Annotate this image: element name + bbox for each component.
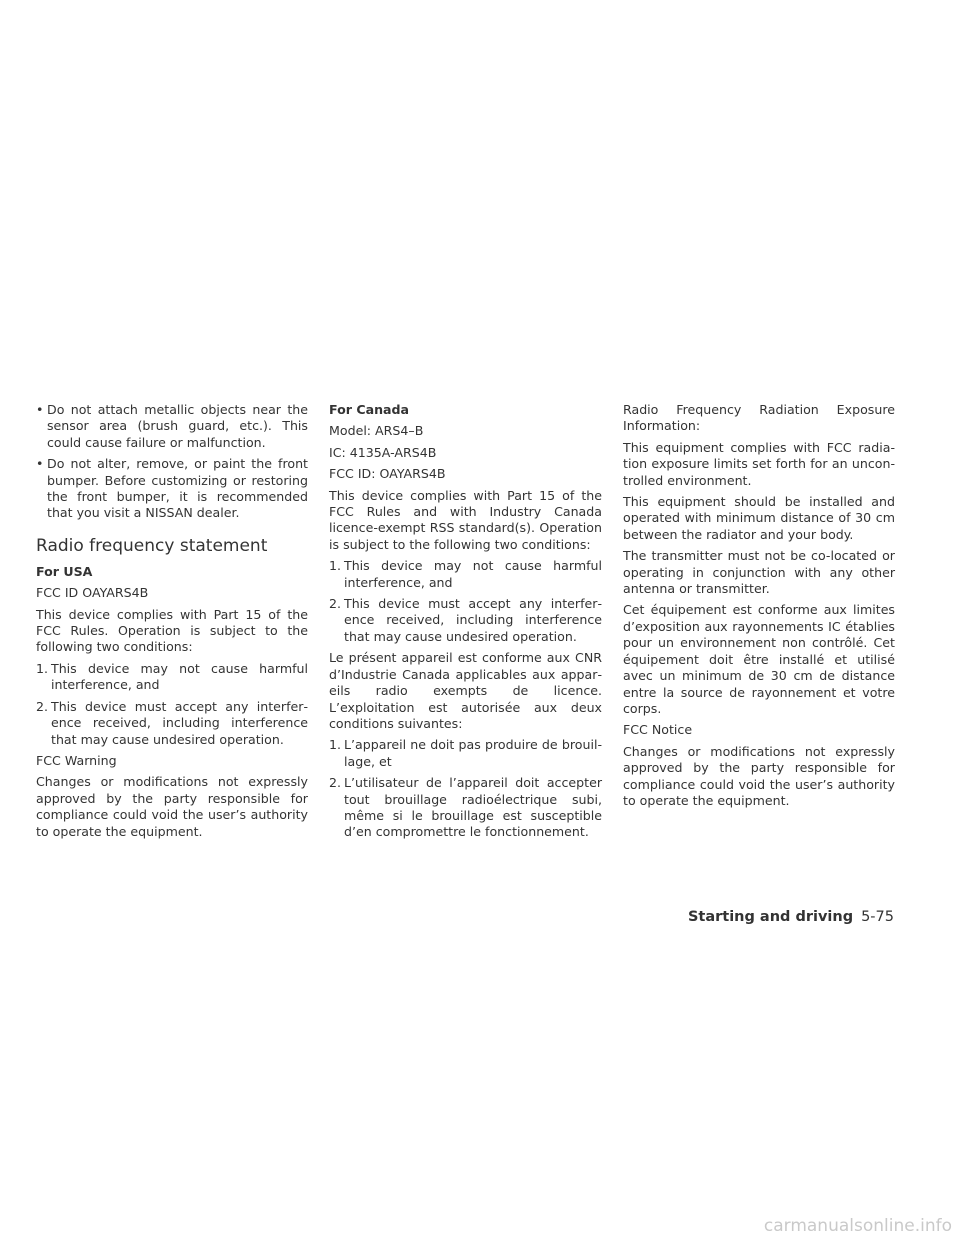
condition-text: L’utilisateur de l’appareil doit accepter tout brouillage radioélectrique subi, même si le brouillage est susceptible d’en compromettre le fonctionnement.	[344, 775, 602, 840]
condition-text: This device may not cause harmful interference, and	[51, 660, 308, 693]
rf-exposure-paragraph: The transmitter must not be co-located or operating in conjunction with any other antenna or transmitter.	[623, 548, 895, 597]
compliance-text: This device complies with Part 15 of the FCC Rules and with Industry Canada licence-exempt RSS standard(s). Operation is subject to the following two conditions:	[329, 487, 602, 552]
page-number: 5-75	[861, 909, 894, 925]
condition-text: This device must accept any interference received, including interference that may cause undesired operation.	[344, 596, 602, 644]
model-number: Model: ARS4–B	[329, 423, 424, 439]
condition-number: 2.	[329, 596, 342, 612]
french-condition-item	[329, 737, 602, 770]
condition-number: 1.	[329, 737, 342, 753]
condition-number: 1.	[36, 660, 49, 676]
bullet-mark: •	[36, 456, 44, 472]
rf-exposure-paragraph: This equipment should be installed and operated with minimum distance of 30 cm between the radiator and your body.	[623, 494, 895, 542]
condition-text: This device must accept any interference received, including interference that may cause undesired operation.	[51, 698, 308, 747]
fcc-warning-label: FCC Warning	[36, 752, 117, 768]
condition-text: L’appareil ne doit pas produire de brouillage, et	[344, 737, 602, 769]
fcc-notice-text: Changes or modifications not expressly approved by the party responsible for compliance could void the user’s authority to operate the equipment.	[623, 743, 895, 808]
fcc-notice-label: FCC Notice	[623, 722, 693, 738]
fcc-id-canada: FCC ID: OAYARS4B	[329, 466, 446, 482]
bullet-text: Do not alter, remove, or paint the front bumper. Before customizing or restoring the front bumper, it is recommended that you visit a NISSAN dealer.	[47, 456, 308, 521]
watermark: carmanualsonline.info	[763, 1216, 952, 1236]
footer-section-title: Starting and driving	[687, 909, 854, 925]
rf-exposure-title: Radio Frequency Radiation Exposure Information:	[623, 402, 895, 434]
section-heading: Radio frequency statement	[36, 535, 268, 556]
bullet-item	[36, 456, 308, 522]
bullet-item	[36, 402, 308, 451]
left-column	[36, 402, 308, 845]
page-footer	[688, 908, 894, 926]
usa-subheading: For USA	[36, 563, 93, 579]
condition-item	[329, 558, 602, 591]
bullet-text: Do not attach metallic objects near the sensor area (brush guard, etc.). This could cause failure or malfunction.	[47, 402, 308, 450]
middle-column	[329, 402, 602, 846]
condition-item	[36, 699, 308, 748]
ic-number: IC: 4135A-ARS4B	[329, 444, 437, 460]
french-compliance-text: Le présent appareil est conforme aux CNR d’Industrie Canada applicables aux appareils radio exempts de licence. L’exploitation est autorisée aux deux conditions suivantes:	[329, 650, 602, 731]
compliance-text: This device complies with Part 15 of the FCC Rules. Operation is subject to the following two conditions:	[36, 606, 308, 655]
canada-subheading: For Canada	[329, 402, 410, 417]
condition-number: 1.	[329, 558, 342, 574]
french-condition-item	[329, 775, 602, 841]
french-exposure-paragraph: Cet équipement est conforme aux limites d’exposition aux rayonnements IC établies pour un environnement non contrôlé. Cet équipement doit être installé et utilisé avec un minimum de 30 cm de distance entre la source de rayonnement et votre corps.	[623, 602, 895, 716]
condition-text: This device may not cause harmful interference, and	[344, 558, 602, 590]
rf-exposure-paragraph: This equipment complies with FCC radiation exposure limits set forth for an uncontrolled environment.	[623, 439, 895, 488]
fcc-id-usa: FCC ID OAYARS4B	[36, 585, 149, 601]
condition-number: 2.	[329, 775, 342, 791]
condition-item	[329, 596, 602, 645]
condition-number: 2.	[36, 698, 49, 714]
condition-item	[36, 661, 308, 694]
right-column	[623, 402, 895, 814]
bullet-mark: •	[36, 402, 44, 417]
fcc-warning-text: Changes or modifications not expressly approved by the party responsible for compliance could void the user’s authority to operate the equipment.	[36, 774, 308, 839]
